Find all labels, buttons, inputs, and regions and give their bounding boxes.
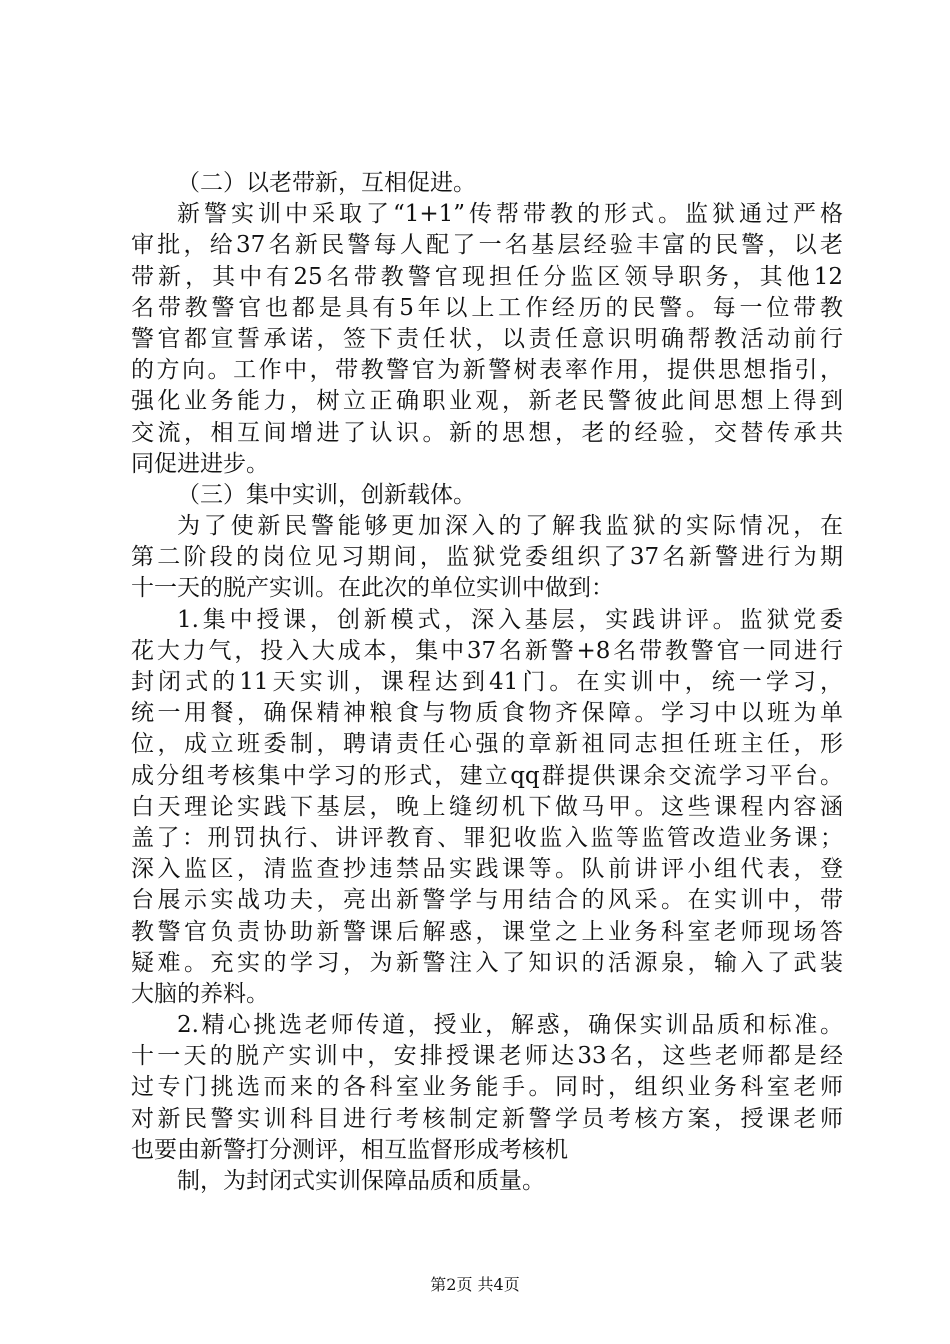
page-footer: 第2页 共4页 — [430, 1275, 520, 1294]
text-line: 警官都宣誓承诺，签下责任状，以责任意识明确帮教活动前行 — [131, 325, 843, 352]
text-line: 统一用餐，确保精神粮食与物质食物齐保障。学习中以班为单 — [131, 700, 843, 727]
text-line: （三）集中实训，创新载体。 — [177, 481, 476, 508]
text-line: 过专门挑选而来的各科室业务能手。同时，组织业务科室老师 — [131, 1074, 843, 1101]
text-line: 位，成立班委制，聘请责任心强的章新祖同志担任班主任，形 — [131, 731, 843, 758]
text-line: 也要由新警打分测评，相互监督形成考核机 — [131, 1136, 568, 1163]
text-line: 大脑的养料。 — [131, 980, 269, 1007]
text-line: 强化业务能力，树立正确职业观，新老民警彼此间思想上得到 — [131, 388, 843, 415]
text-line: （二）以老带新，互相促进。 — [177, 170, 476, 196]
text-line: 十一天的脱产实训中，安排授课老师达33名，这些老师都是经 — [131, 1043, 843, 1070]
text-line: 1.集中授课，创新模式，深入基层，实践讲评。监狱党委 — [177, 606, 843, 633]
text-line: 教警官负责协助新警课后解惑，课堂之上业务科室老师现场答 — [131, 918, 843, 945]
text-line: 成分组考核集中学习的形式，建立qq群提供课余交流学习平台。 — [131, 762, 843, 789]
text-line: 同促进进步。 — [131, 450, 269, 477]
text-line: 带新，其中有25名带教警官现担任分监区领导职务，其他12 — [131, 263, 843, 290]
text-line: 疑难。充实的学习，为新警注入了知识的活源泉，输入了武装 — [131, 949, 843, 976]
text-line: 盖了：刑罚执行、讲评教育、罪犯收监入监等监管改造业务课； — [131, 824, 843, 851]
text-line: 新警实训中采取了“1+1”传帮带教的形式。监狱通过严格 — [177, 201, 843, 228]
text-line: 白天理论实践下基层，晚上缝纫机下做马甲。这些课程内容涵 — [131, 793, 843, 820]
text-line: 十一天的脱产实训。在此次的单位实训中做到： — [131, 575, 614, 602]
text-line: 2.精心挑选老师传道，授业，解惑，确保实训品质和标准。 — [177, 1012, 843, 1039]
text-line: 第二阶段的岗位见习期间，监狱党委组织了37名新警进行为期 — [131, 544, 843, 571]
text-line: 花大力气，投入大成本，集中37名新警+8名带教警官一同进行 — [131, 637, 843, 664]
text-line: 制，为封闭式实训保障品质和质量。 — [177, 1168, 545, 1194]
text-line: 台展示实战功夫，亮出新警学与用结合的风采。在实训中，带 — [131, 887, 843, 914]
text-line: 交流，相互间增进了认识。新的思想，老的经验，交替传承共 — [131, 419, 843, 446]
text-line: 审批，给37名新民警每人配了一名基层经验丰富的民警，以老 — [131, 232, 843, 259]
text-line: 的方向。工作中，带教警官为新警树表率作用，提供思想指引， — [131, 357, 843, 384]
text-line: 为了使新民警能够更加深入的了解我监狱的实际情况，在 — [177, 513, 843, 540]
document-body — [131, 168, 843, 1197]
text-line: 深入监区，清监查抄违禁品实践课等。队前讲评小组代表，登 — [131, 856, 843, 883]
text-line: 名带教警官也都是具有5年以上工作经历的民警。每一位带教 — [131, 294, 843, 321]
text-line: 对新民警实训科目进行考核制定新警学员考核方案，授课老师 — [131, 1105, 843, 1132]
text-line: 封闭式的11天实训，课程达到41门。在实训中，统一学习， — [131, 669, 843, 695]
